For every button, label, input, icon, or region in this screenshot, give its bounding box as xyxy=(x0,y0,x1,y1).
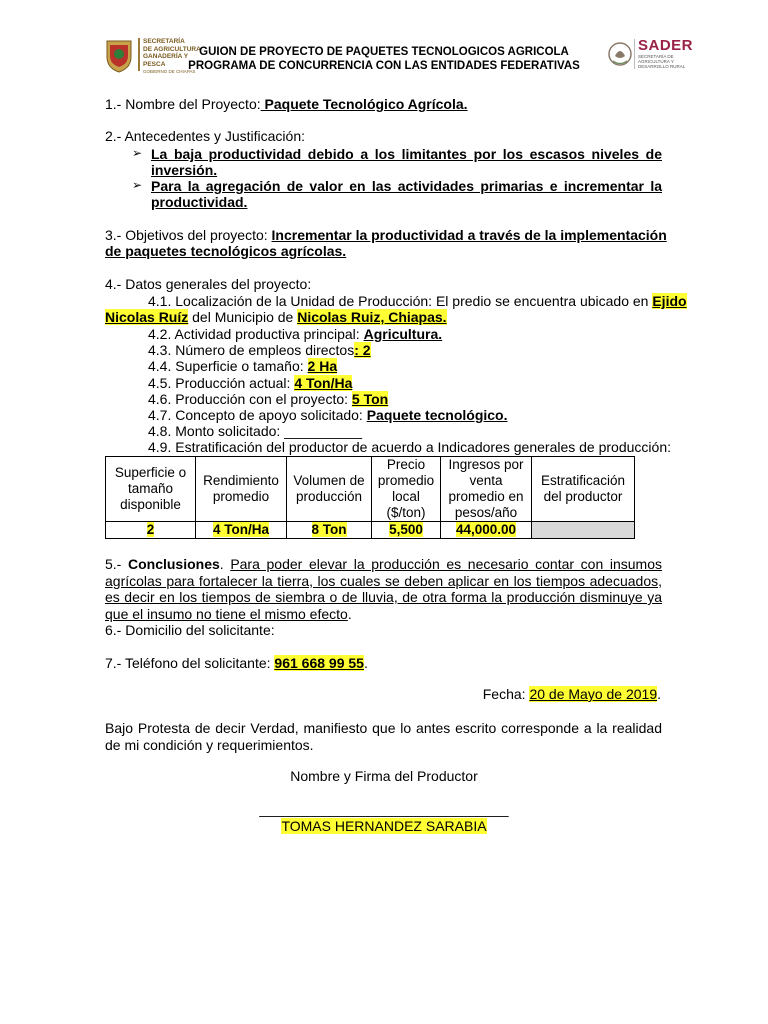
logo-left-line2: DE AGRICULTURA xyxy=(143,45,201,53)
i41-ejido-name: Nicolas Ruíz xyxy=(105,309,189,325)
s3-label: 3.- Objetivos del proyecto: xyxy=(105,227,272,243)
cell-rendimiento: 4 Ton/Ha xyxy=(196,522,287,539)
i48-value: __________ xyxy=(284,423,363,439)
cell-superficie: 2 xyxy=(106,522,196,539)
conclusion-text: Para poder elevar la producción es necesario contar con insumos agrícolas para fortalecer la tierra, los cuales se deben aplicar en los tiempos adecuados, es decir en los tiempos de siembra o de lluvia, de otra forma la producción disminuye ya que el insumo no tiene el mismo efecto xyxy=(105,556,663,622)
header-line2: PROGRAMA DE CONCURRENCIA CON LAS ENTIDADES FEDERATIVAS xyxy=(188,60,580,72)
header-line1: GUION DE PROYECTO DE PAQUETES TECNOLOGICOS AGRICOLA xyxy=(199,46,569,58)
sader-sub3: DESARROLLO RURAL xyxy=(638,64,686,69)
item-4-1 xyxy=(148,293,687,310)
s5-label: 5.- xyxy=(105,556,128,572)
sader-name: SADER xyxy=(638,37,694,54)
justification-2-line2: productividad. xyxy=(151,194,248,210)
i44-value: 2 Ha xyxy=(307,358,338,374)
th-estratificacion: Estratificación del productor xyxy=(532,457,635,522)
i47-label: 4.7. Concepto de apoyo solicitado: xyxy=(148,407,367,423)
s1-label: 1.- Nombre del Proyecto: xyxy=(105,96,261,112)
s2-label: 2.- Antecedentes y Justificación: xyxy=(105,128,305,144)
th-superficie: Superficie o tamaño disponible xyxy=(106,457,196,522)
section-1 xyxy=(105,96,468,113)
i43-value: : 2 xyxy=(354,342,371,358)
fecha-label: Fecha: xyxy=(482,686,530,702)
i45-value: 4 Ton/Ha xyxy=(294,375,353,391)
objective-line1: Incrementar la productividad a través de la implementación xyxy=(271,227,667,243)
s5-bold: Conclusiones xyxy=(127,556,220,572)
s6-label: 6.- Domicilio del solicitante: xyxy=(105,622,275,638)
s5-dot: . xyxy=(219,556,231,572)
i42-value: Agricultura. xyxy=(363,326,443,342)
i41-mid: del Municipio de xyxy=(188,309,298,325)
cell-precio: 5,500 xyxy=(372,522,441,539)
item-4-9: 4.9. Estratificación del productor de acuerdo a Indicadores generales de producción: xyxy=(148,439,671,455)
i42-label: 4.2. Actividad productiva principal: xyxy=(148,326,364,342)
i48-label: 4.8. Monto solicitado: xyxy=(148,423,285,439)
cell-estratificacion xyxy=(532,522,635,539)
firma-label: Nombre y Firma del Productor xyxy=(290,768,478,784)
arrow-bullet-icon: ➢ xyxy=(132,146,143,160)
sader-sub2: AGRICULTURA Y xyxy=(638,59,674,64)
logo-left-line3: GANADERÍA Y PESCA xyxy=(143,53,189,68)
i46-value: 5 Ton xyxy=(351,391,389,407)
th-volumen: Volumen de producción xyxy=(287,457,372,522)
sader-sub1: SECRETARÍA DE xyxy=(638,54,674,59)
justification-1-line1: La baja productividad debido a los limitantes por los escasos niveles de xyxy=(151,146,662,162)
fecha xyxy=(483,686,661,703)
item-4-7 xyxy=(148,407,508,424)
table-row xyxy=(106,522,635,539)
s7-end: . xyxy=(363,655,368,671)
item-4-6 xyxy=(148,391,388,408)
logo-left-line1: SECRETARÍA xyxy=(143,38,185,45)
fecha-value: 20 de Mayo de 2019 xyxy=(529,686,658,702)
item-4-2 xyxy=(148,326,442,343)
fecha-end: . xyxy=(657,686,661,702)
arrow-bullet-icon: ➢ xyxy=(132,178,143,192)
item-4-1-cont xyxy=(105,309,447,326)
i41-ejido: Ejido xyxy=(652,293,687,309)
i47-value: Paquete tecnológico. xyxy=(366,407,508,423)
section-3 xyxy=(105,227,667,244)
i45-label: 4.5. Producción actual: xyxy=(148,375,295,391)
s7-label: 7.- Teléfono del solicitante: xyxy=(105,655,275,671)
protesta-text: Bajo Protesta de decir Verdad, manifiesto que lo antes escrito corresponde a la realidad de mi condición y requerimientos. xyxy=(105,720,662,753)
production-table xyxy=(105,456,635,539)
cell-ingresos: 44,000.00 xyxy=(441,522,532,539)
th-rendimiento: Rendimiento promedio xyxy=(196,457,287,522)
i44-label: 4.4. Superficie o tamaño: xyxy=(148,358,308,374)
item-4-5 xyxy=(148,375,352,392)
i43-label: 4.3. Número de empleos directos xyxy=(148,342,355,358)
i41-label: 4.1. Localización de la Unidad de Producción: El predio se encuentra ubicado en xyxy=(148,293,653,309)
th-ingresos: Ingresos por venta promedio en pesos/año xyxy=(441,457,532,522)
signature-line: ________________________________ xyxy=(259,801,509,817)
logo-left-line4: GOBIERNO DE CHIAPAS xyxy=(143,69,196,74)
th-precio: Precio promedio local ($/ton) xyxy=(372,457,441,522)
producer-name-wrap xyxy=(0,818,768,835)
justification-2-line1: Para la agregación de valor en las actividades primarias e incrementar la xyxy=(151,178,662,194)
sader-logo xyxy=(608,37,694,73)
table-header-row xyxy=(106,457,635,522)
justification-1-line2: inversión. xyxy=(151,162,218,178)
producer-name: TOMAS HERNANDEZ SARABIA xyxy=(281,818,487,834)
cell-volumen: 8 Ton xyxy=(287,522,372,539)
item-4-3 xyxy=(148,342,371,359)
item-4-4 xyxy=(148,358,337,375)
s4-label: 4.- Datos generales del proyecto: xyxy=(105,276,312,292)
project-name: Paquete Tecnológico Agrícola. xyxy=(260,96,468,112)
item-4-8 xyxy=(148,423,362,440)
section-7 xyxy=(105,655,368,672)
s5-end: . xyxy=(347,605,352,622)
section-5 xyxy=(105,556,662,622)
i41-municipio: Nicolas Ruiz, Chiapas. xyxy=(297,309,447,325)
objective-line2: de paquetes tecnológicos agrícolas. xyxy=(105,243,347,259)
phone-number: 961 668 99 55 xyxy=(274,655,364,671)
i46-label: 4.6. Producción con el proyecto: xyxy=(148,391,352,407)
